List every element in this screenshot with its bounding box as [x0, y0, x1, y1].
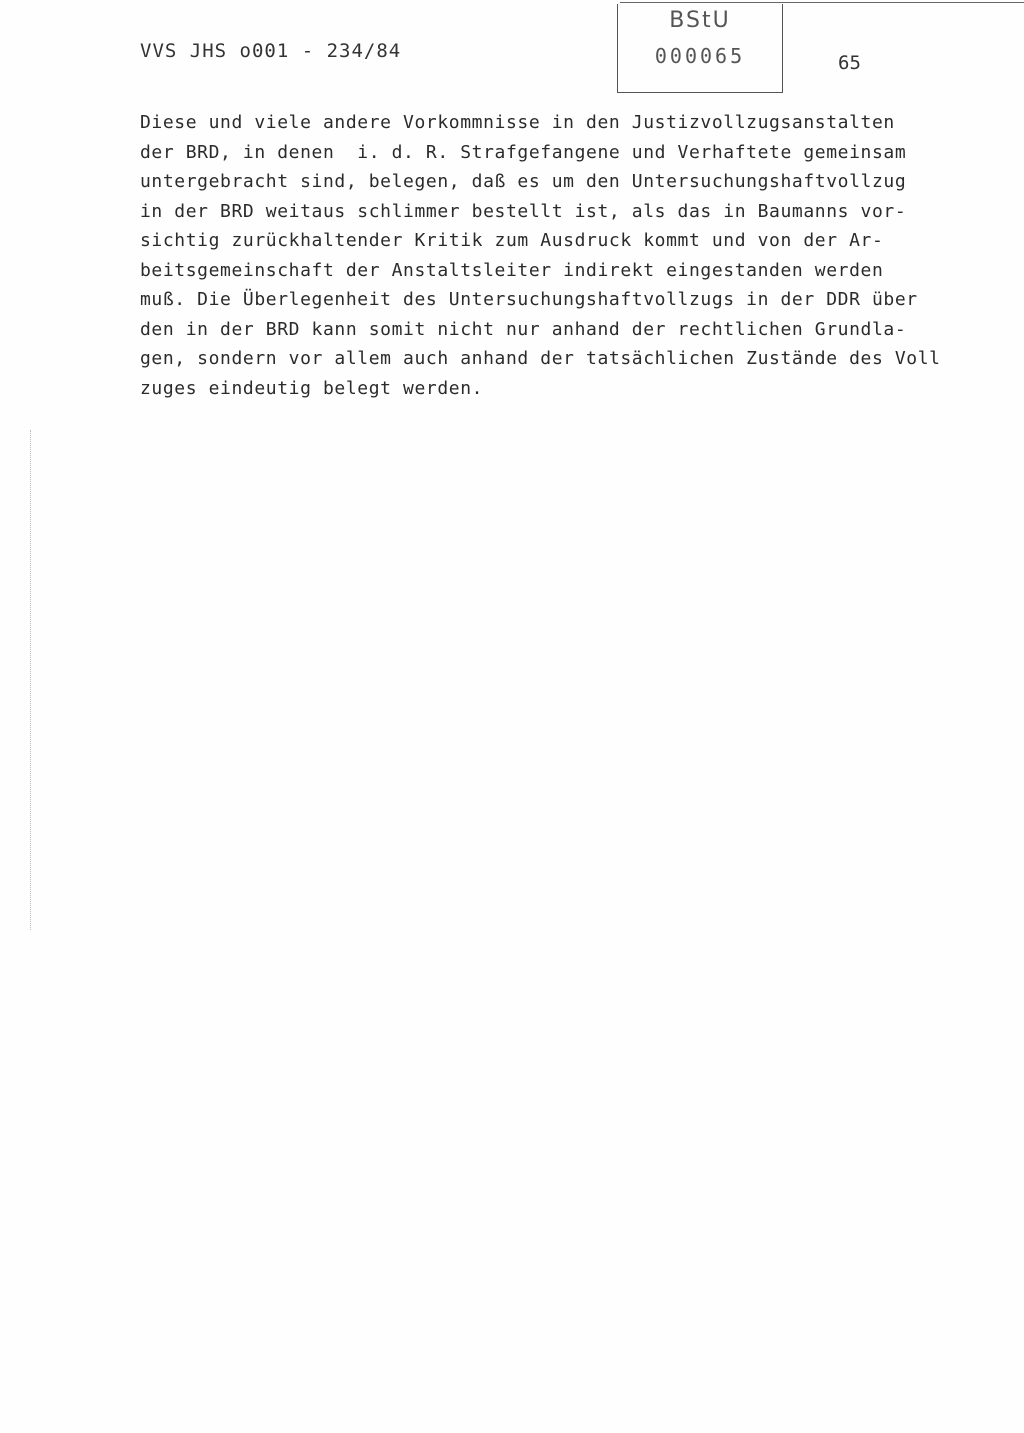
margin-scan-artifact	[30, 430, 33, 930]
text-line: sichtig zurückhaltender Kritik zum Ausdruck kommt und von der Ar-	[140, 230, 884, 251]
archive-stamp	[617, 4, 783, 93]
stamp-title: BStU	[669, 8, 731, 33]
text-line: in der BRD weitaus schlimmer bestellt ist, als das in Baumanns vor-	[140, 200, 907, 222]
text-line: der BRD, in denen i. d. R. Strafgefangene und Verhaftete gemeinsam	[140, 141, 907, 163]
stamp-top-rule	[620, 2, 1024, 3]
text-line: beitsgemeinschaft der Anstaltsleiter indirekt eingestanden werden	[140, 259, 884, 281]
text-line: muß. Die Überlegenheit des Untersuchungshaftvollzugs in der DDR über	[140, 289, 918, 310]
page-number: 65	[838, 52, 861, 74]
text-line: den in der BRD kann somit nicht nur anhand der rechtlichen Grundla-	[140, 318, 907, 340]
body-paragraph	[140, 108, 1000, 403]
stamp-number: 000065	[654, 44, 746, 68]
text-line: zuges eindeutig belegt werden.	[140, 377, 484, 399]
document-reference: VVS JHS o001 - 234/84	[140, 40, 402, 62]
text-line: gen, sondern vor allem auch anhand der tatsächlichen Zustände des Voll	[140, 348, 941, 369]
text-line: untergebracht sind, belegen, daß es um den Untersuchungshaftvollzug	[140, 171, 907, 192]
text-line: Diese und viele andere Vorkommnisse in den Justizvollzugsanstalten	[140, 112, 895, 133]
